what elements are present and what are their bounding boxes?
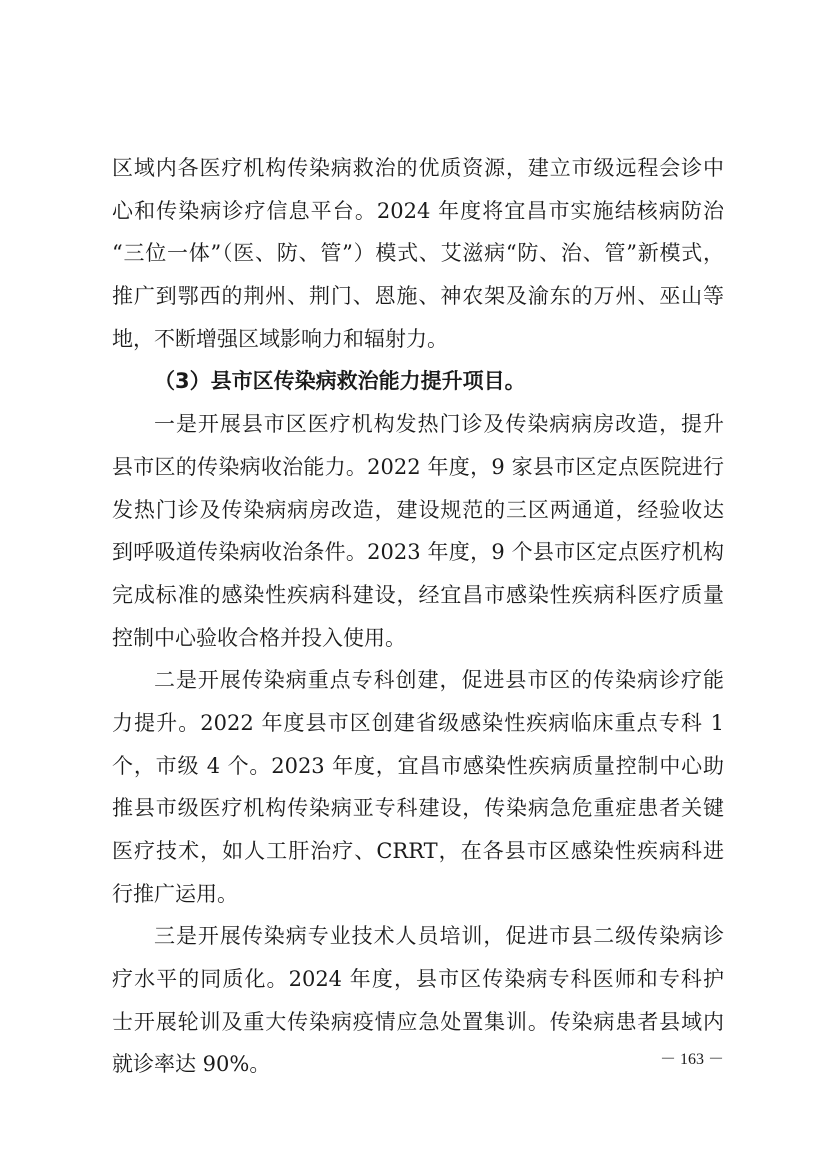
paragraph-line: 就诊率达 90%。 <box>112 1052 271 1077</box>
paragraph-line: 一是开展县市区医疗机构发热门诊及传染病病房改造，提升 <box>154 412 724 437</box>
paragraph-line: 力提升。2022 年度县市区创建省级感染性疾病临床重点专科 1 <box>112 710 724 735</box>
paragraph-line: 三是开展传染病专业技术人员培训，促进市县二级传染病诊 <box>154 924 724 949</box>
paragraph-line: 完成标准的感染性疾病科建设，经宜昌市感染性疾病科医疗质量 <box>112 582 724 607</box>
paragraph-line: 个，市级 4 个。2023 年度，宜昌市感染性疾病质量控制中心助 <box>112 753 724 778</box>
paragraph-line: 推广到鄂西的荆州、荆门、恩施、神农架及渝东的万州、巫山等 <box>112 284 724 309</box>
paragraph-line: 推县市级医疗机构传染病亚专科建设，传染病急危重症患者关键 <box>112 796 724 821</box>
paragraph-line: 到呼吸道传染病收治条件。2023 年度，9 个县市区定点医疗机构 <box>112 540 724 565</box>
paragraph-line: 心和传染病诊疗信息平台。2024 年度将宜昌市实施结核病防治 <box>112 198 724 223</box>
page-number: － 163 － <box>659 1051 724 1068</box>
body-text <box>112 147 724 1086</box>
paragraph-line: 发热门诊及传染病病房改造，建设规范的三区两通道，经验收达 <box>112 497 724 522</box>
paragraph-line: 控制中心验收合格并投入使用。 <box>112 625 406 650</box>
paragraph-line: 地，不断增强区域影响力和辐射力。 <box>112 326 448 351</box>
paragraph-line: 行推广运用。 <box>112 881 238 906</box>
paragraph-line: 疗水平的同质化。2024 年度，县市区传染病专科医师和专科护 <box>112 967 724 992</box>
paragraph-line: 士开展轮训及重大传染病疫情应急处置集训。传染病患者县域内 <box>112 1009 724 1034</box>
paragraph-line: 二是开展传染病重点专科创建，促进县市区的传染病诊疗能 <box>154 668 724 693</box>
paragraph-line: 区域内各医疗机构传染病救治的优质资源，建立市级远程会诊中 <box>112 156 724 180</box>
paragraph-line: “三位一体”（医、防、管”）模式、艾滋病“防、治、管”新模式， <box>112 241 724 266</box>
section-heading: （3）县市区传染病救治能力提升项目。 <box>154 369 526 394</box>
paragraph-line: 县市区的传染病收治能力。2022 年度，9 家县市区定点医院进行 <box>112 454 724 479</box>
paragraph-line: 医疗技术，如人工肝治疗、CRRT，在各县市区感染性疾病科进 <box>112 839 724 863</box>
